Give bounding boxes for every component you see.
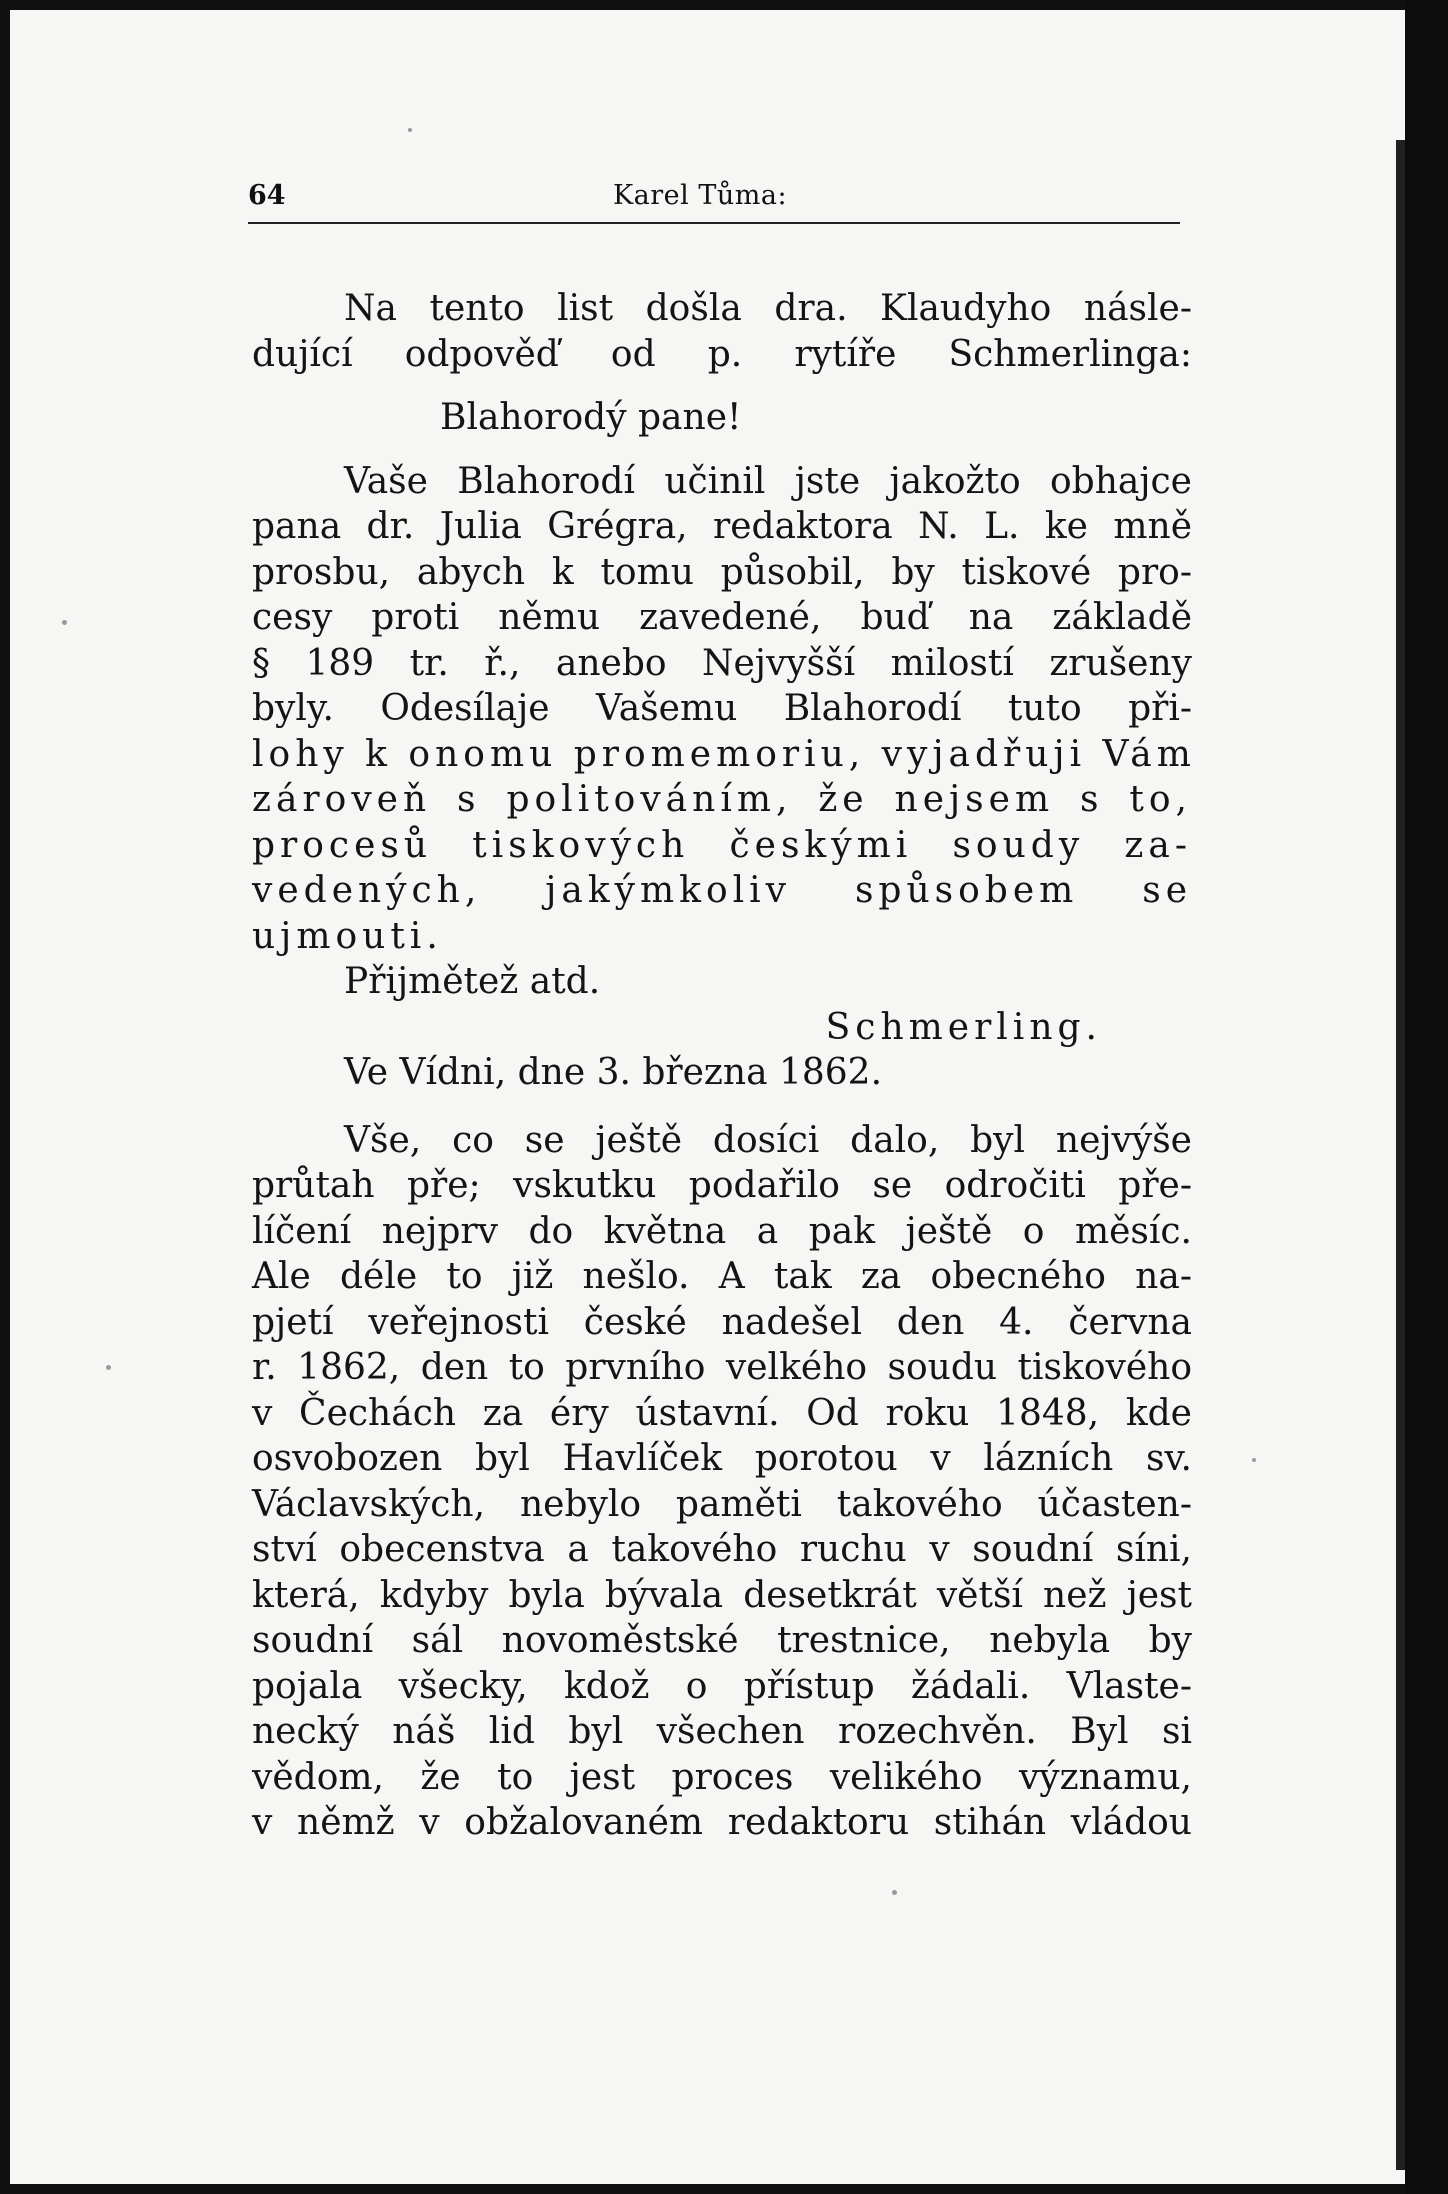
page-number: 64 [248, 180, 286, 211]
page-body [252, 286, 1196, 1846]
letter-line: lohy k onomu promemoriu, vyjadřuji Vám [252, 733, 1196, 775]
intro-line: Na tento list došla dra. Klaudyho násle- [344, 288, 1192, 329]
paragraph-line: Vše, co se ještě dosíci dalo, byl nejvýše [344, 1119, 1192, 1161]
paragraph-line: která, kdyby byla bývala desetkrát větší než jest [252, 1574, 1192, 1616]
paper-speck [62, 620, 67, 625]
paragraph-line: průtah pře; vskutku podařilo se odročiti pře- [252, 1165, 1192, 1206]
page-header [248, 176, 1180, 226]
letter-line: ujmouti. [252, 915, 443, 957]
paragraph-line: osvobozen byl Havlíček porotou v lázních sv. [252, 1438, 1192, 1479]
letter-line: byly. Odesílaje Vašemu Blahorodí tuto při- [252, 688, 1192, 729]
paragraph-line: r. 1862, den to prvního velkého soudu tiskového [252, 1347, 1192, 1388]
letter-signature: Schmerling. [825, 1006, 1102, 1048]
letter-dateline: Ve Vídni, dne 3. března 1862. [344, 1052, 883, 1093]
header-rule [248, 222, 1180, 224]
letter-line: prosbu, abych k tomu působil, by tiskové pro- [252, 551, 1192, 593]
paper-speck [408, 128, 412, 132]
paragraph-line: líčení nejprv do května a pak ještě o měsíc. [252, 1210, 1192, 1252]
paragraph-line: v němž v obžalovaném redaktoru stihán vládou [252, 1802, 1192, 1843]
letter-line: pana dr. Julia Grégra, redaktora N. L. ke mně [252, 506, 1192, 547]
paragraph-line: pojala všecky, kdož o přístup žádali. Vlaste- [252, 1665, 1192, 1707]
paper-speck [892, 1890, 897, 1895]
letter-line: procesů tiskových českými soudy za- [252, 824, 1192, 866]
paragraph-line: soudní sál novoměstské trestnice, nebyla by [252, 1620, 1192, 1661]
letter-line: cesy proti němu zavedené, buď na základě [252, 597, 1192, 638]
paragraph-line: vědom, že to jest proces velikého významu, [252, 1756, 1192, 1798]
intro-line: dující odpověď od p. rytíře Schmerlinga: [252, 333, 1192, 375]
letter-closing: Přijmětež atd. [344, 961, 601, 1002]
scan-border [1405, 0, 1448, 2194]
paragraph-line: necký náš lid byl všechen rozechvěn. Byl si [252, 1711, 1192, 1752]
letter-line: § 189 tr. ř., anebo Nejvyšší milostí zrušeny [252, 642, 1192, 684]
paper-speck [106, 1365, 111, 1370]
paragraph-line: ství obecenstva a takového ruchu v soudní síni, [252, 1529, 1192, 1570]
letter-line: vedených, jakýmkoliv spůsobem se [252, 870, 1192, 911]
paragraph-line: v Čechách za éry ústavní. Od roku 1848, kde [252, 1392, 1192, 1434]
paragraph-line: Václavských, nebylo paměti takového účasten- [252, 1483, 1192, 1525]
letter-line: Vaše Blahorodí učinil jste jakožto obhajce [344, 460, 1192, 502]
letter-line: zároveň s politováním, že nejsem s to, [252, 779, 1192, 820]
letter-greeting: Blahorodý pane! [440, 397, 742, 438]
paragraph-line: Ale déle to již nešlo. A tak za obecného na- [252, 1256, 1192, 1297]
paragraph-line: pjetí veřejnosti české nadešel den 4. června [252, 1301, 1192, 1343]
running-head: Karel Tůma: [613, 180, 788, 211]
paper-speck [1252, 1458, 1256, 1462]
